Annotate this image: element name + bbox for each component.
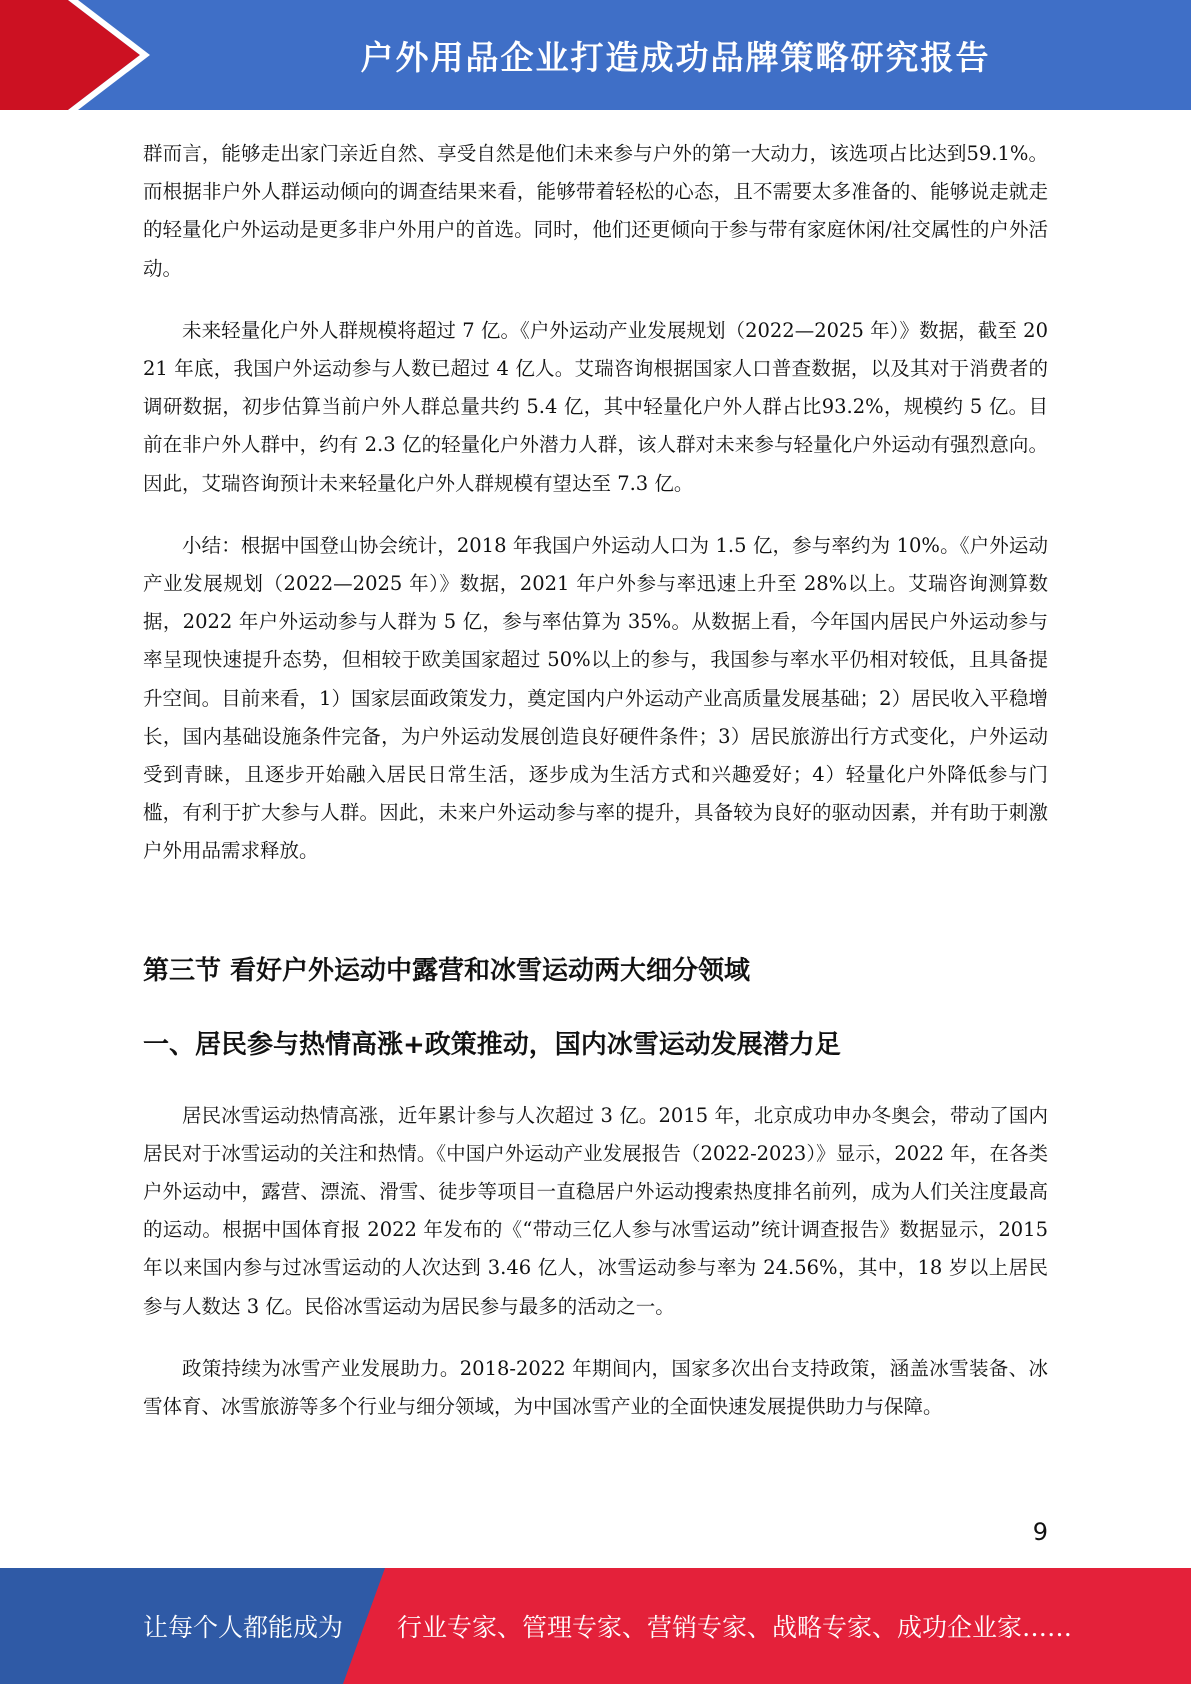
page-footer [0, 1568, 1191, 1684]
paragraph: 政策持续为冰雪产业发展助力。2018-2022 年期间内，国家多次出台支持政策，涵盖冰雪装备、冰雪体育、冰雪旅游等多个行业与细分领域，为中国冰雪产业的全面快速发展提供助力与保障。 [143, 1356, 1048, 1419]
paragraph: 群而言，能够走出家门亲近自然、享受自然是他们未来参与户外的第一大动力，该选项占比达到59.1%。而根据非户外人群运动倾向的调查结果来看，能够带着轻松的心态，且不需要太多准备的、能够说走就走的轻量化户外运动是更多非户外用户的首选。同时，他们还更倾向于参与带有家庭休闲/社交属性的户外活动。 [143, 142, 1048, 280]
paragraph: 小结：根据中国登山协会统计，2018 年我国户外运动人口为 1.5 亿，参与率约为 10%。《户外运动产业发展规划（2022—2025 年）》数据，2021 年户外参与率迅速上升至 28%以上。艾瑞咨询测算数据，2022 年户外运动参与人群为 5 亿，参与率估算为 35%。从数据上看，今年国内居民户外运动参与率呈现快速提升态势，但相较于欧美国家超过 50%以上的参与，我国参与率水平仍相对较低，且具备提升空间。目前来看，1）国家层面政策发力，奠定国内户外运动产业高质量发展基础；2）居民收入平稳增长，国内基础设施条件完备，为户外运动发展创造良好硬件条件；3）居民旅游出行方式变化，户外运动受到青睐，且逐步开始融入居民日常生活，逐步成为生活方式和兴趣爱好；4）轻量化户外降低参与门槛，有利于扩大参与人群。因此，未来户外运动参与率的提升，具备较为良好的驱动因素，并有助于刺激户外用品需求释放。 [143, 533, 1048, 863]
page-content [143, 135, 1048, 1426]
page-number: 9 [1032, 1518, 1048, 1546]
paragraph: 未来轻量化户外人群规模将超过 7 亿。《户外运动产业发展规划（2022—2025 年）》数据，截至 2021 年底，我国户外运动参与人数已超过 4 亿人。艾瑞咨询根据国家人口普查数据，以及其对于消费者的调研数据，初步估算当前户外人群总量共约 5.4 亿，其中轻量化户外人群占比93.2%，规模约 5 亿。目前在非户外人群中，约有 2.3 亿的轻量化户外潜力人群，该人群对未来参与轻量化户外运动有强烈意向。因此，艾瑞咨询预计未来轻量化户外人群规模有望达至 7.3 亿。 [143, 318, 1048, 495]
report-title: 户外用品企业打造成功品牌策略研究报告 [360, 37, 991, 77]
section-heading: 第三节 看好户外运动中露营和冰雪运动两大细分领域 [143, 955, 751, 986]
header-arrow-icon [0, 0, 150, 110]
paragraph: 居民冰雪运动热情高涨，近年累计参与人次超过 3 亿。2015 年，北京成功申办冬奥会，带动了国内居民对于冰雪运动的关注和热情。《中国户外运动产业发展报告（2022-2023）》显示，2022 年，在各类户外运动中，露营、漂流、滑雪、徒步等项目一直稳居户外运动搜索热度排名前列，成为人们关注度最高的运动。根据中国体育报 2022 年发布的《“带动三亿人参与冰雪运动”统计调查报告》数据显示，2015 年以来国内参与过冰雪运动的人次达到 3.46 亿人，冰雪运动参与率为 24.56%，其中，18 岁以上居民参与人数达 3 亿。民俗冰雪运动为居民参与最多的活动之一。 [143, 1103, 1048, 1318]
page-header [0, 0, 1191, 110]
sub-heading: 一、居民参与热情高涨+政策推动，国内冰雪运动发展潜力足 [143, 1029, 841, 1060]
footer-slogan-left: 让每个人都能成为 [143, 1613, 344, 1642]
footer-slogan-right: 行业专家、管理专家、营销专家、战略专家、成功企业家…… [397, 1613, 1073, 1642]
